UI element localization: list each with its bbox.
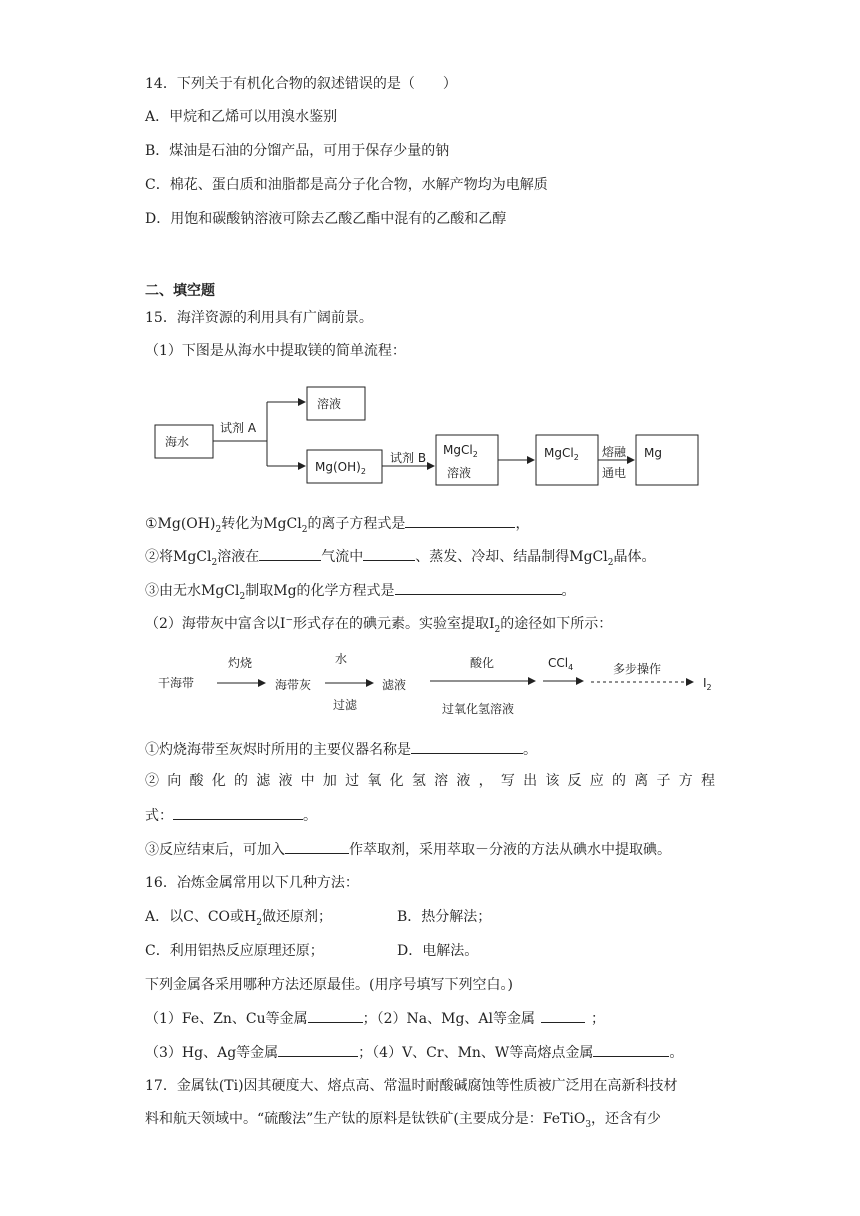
q16-instruction: 下列金属各采用哪种方法还原最佳。(用序号填写下列空白。) (145, 977, 513, 993)
answer-blank[interactable] (593, 1042, 669, 1057)
q15-part1: （1）下图是从海水中提取镁的简单流程： (145, 343, 406, 359)
filtrate-label: 滤液 (382, 678, 407, 692)
q15-2-sub3: ③反应结束后，可加入 作萃取剂，采用萃取－分液的方法从碘水中提取碘。 (145, 839, 671, 860)
mgoh2-label: $Mg(OH)_2$ (315, 460, 366, 476)
multistep-label: 多步操作 (613, 662, 662, 676)
q14-stem: 14．下列关于有机化合物的叙述错误的是（ ） (145, 76, 457, 92)
seawater-label: 海水 (165, 435, 190, 449)
q15-2-sub2-line1: ②向酸化的滤液中加过氧化氢溶液，写出该反应的离子方程 (145, 773, 715, 789)
q17-line1: 17．金属钛(Ti)因其硬度大、熔点高、常温时耐酸碱腐蚀等性质被广泛用在高新科技材 (145, 1078, 678, 1094)
mgcl2-solution-label-1: MgCl$_2$ (443, 443, 478, 459)
solution-label: 溶液 (317, 397, 342, 411)
h2o2-label: 过氧化氢溶液 (442, 702, 515, 716)
dry-kelp-label: 干海带 (158, 676, 195, 690)
answer-blank[interactable] (278, 1042, 358, 1057)
q17-line2: 料和航天领域中。“硫酸法”生产钛的原料是钛铁矿(主要成分是：FeTiO$_3$，还含有少 (145, 1111, 662, 1130)
reagent-a-label: 试剂 A (220, 421, 257, 435)
q15-1-sub1: $①Mg(OH)_2$转化为MgCl$_2$的离子方程式是 ， (145, 513, 529, 534)
answer-blank[interactable] (395, 580, 562, 595)
q14-option-b: B．煤油是石油的分馏产品，可用于保存少量的钠 (145, 143, 450, 159)
q14-option-d: D．用饱和碳酸钠溶液可除去乙酸乙酯中混有的乙酸和乙醇 (145, 211, 507, 227)
q15-1-sub2: ②将MgCl$_2$溶液在 气流中 、蒸发、冷却、结晶制得MgCl$_2$晶体。 (145, 546, 655, 567)
burn-label: 灼烧 (228, 656, 253, 670)
q16-line2: （3）Hg、Ag等金属 ；（4）V、Cr、Mn、W等高熔点金属 。 (145, 1042, 683, 1063)
q16-option-d: D．电解法。 (397, 943, 479, 959)
answer-blank[interactable] (541, 1008, 585, 1023)
iodine-extraction-flowchart (155, 645, 725, 725)
q14-option-c: C．棉花、蛋白质和油脂都是高分子化合物，水解产物均为电解质 (145, 177, 548, 193)
q15-2-sub2-line2: 式： 。 (145, 805, 317, 826)
water-label: 水 (335, 652, 348, 666)
answer-blank[interactable] (411, 739, 523, 754)
q15-stem: 15．海洋资源的利用具有广阔前景。 (145, 310, 373, 326)
mgcl2-solution-label-2: 溶液 (447, 466, 472, 480)
answer-blank[interactable] (173, 805, 303, 820)
filter-label: 过滤 (333, 698, 358, 712)
answer-blank[interactable] (285, 839, 349, 854)
answer-blank[interactable] (363, 546, 415, 561)
q15-part2: （2）海带灰中富含以I−形式存在的碘元素。实验室提取$I_2$的途径如下所示： (145, 615, 613, 635)
i2-label: $I_2$ (703, 676, 712, 692)
reagent-b-label: 试剂 B (390, 451, 427, 465)
q15-2-sub1: ①灼烧海带至灰烬时所用的主要仪器名称是 。 (145, 739, 537, 760)
answer-blank[interactable] (308, 1008, 363, 1023)
kelp-ash-label: 海带灰 (275, 678, 312, 692)
mgcl2-box (536, 435, 598, 485)
q16-option-a: A．以C、CO或$H_2$做还原剂； (145, 909, 332, 928)
q16-option-c: C．利用铝热反应原理还原； (145, 943, 324, 959)
mgcl2-label: MgCl$_2$ (544, 446, 579, 462)
mg-label: Mg (644, 446, 662, 460)
answer-blank[interactable] (405, 513, 515, 528)
q16-option-b: B．热分解法； (397, 909, 492, 925)
q14-option-a: A．甲烷和乙烯可以用溴水鉴别 (145, 109, 338, 125)
ccl4-label: CCl$_4$ (548, 656, 574, 672)
answer-blank[interactable] (259, 546, 321, 561)
q16-stem: 16．冶炼金属常用以下几种方法： (145, 875, 359, 891)
acidify-label: 酸化 (470, 656, 495, 670)
electrify-label: 通电 (602, 466, 627, 480)
q15-1-sub3: ③由无水MgCl$_2$制取Mg的化学方程式是 。 (145, 580, 576, 601)
section-title: 二、填空题 (145, 283, 215, 299)
mg-extraction-flowchart (150, 380, 710, 490)
molten-label: 熔融 (602, 445, 627, 459)
mg-box (636, 435, 698, 485)
q16-line1: （1）Fe、Zn、Cu等金属 ；（2）Na、Mg、Al等金属 ； (145, 1008, 605, 1029)
